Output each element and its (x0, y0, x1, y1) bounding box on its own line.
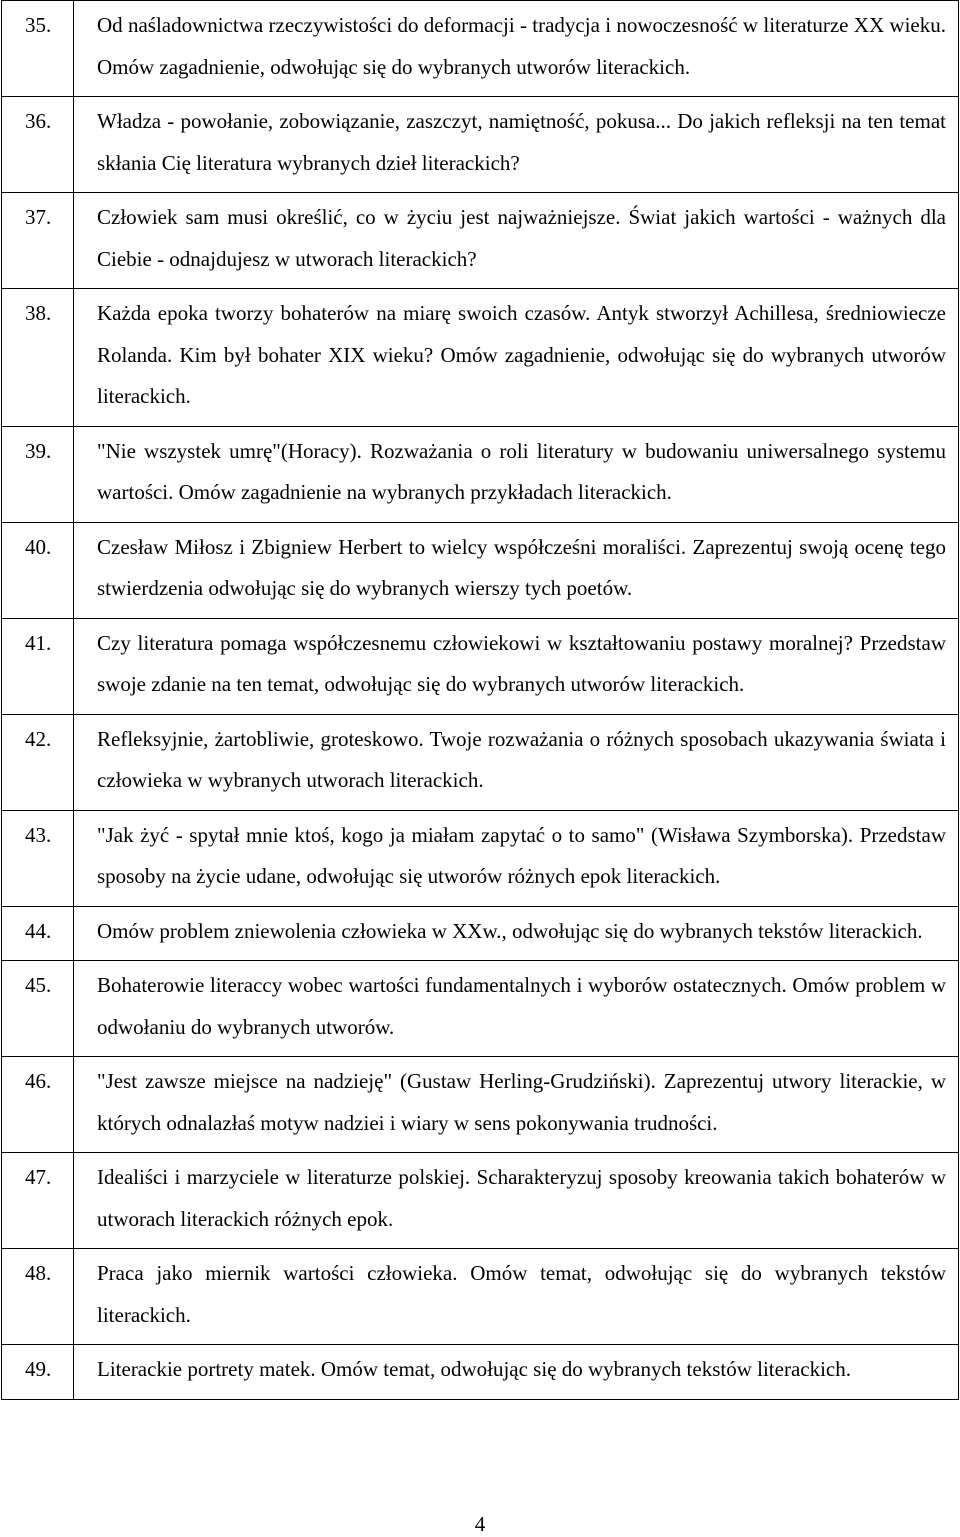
topic-row (2, 193, 959, 289)
topic-row (2, 1153, 959, 1249)
topic-row (2, 426, 959, 522)
topics-table-body (2, 1, 959, 1400)
topic-text: Władza - powołanie, zobowiązanie, zaszczyt, namiętność, pokusa... Do jakich refleksji na ten temat skłania Cię literatura wybranych dzieł literackich? (74, 97, 959, 193)
topic-number: 49. (2, 1345, 74, 1400)
topics-table (1, 0, 959, 1400)
topic-text: Literackie portrety matek. Omów temat, odwołując się do wybranych tekstów literackich. (74, 1345, 959, 1400)
topic-row (2, 906, 959, 961)
topic-number: 35. (2, 1, 74, 97)
topic-row (2, 810, 959, 906)
topic-number: 42. (2, 714, 74, 810)
topic-number: 46. (2, 1057, 74, 1153)
topic-text: "Nie wszystek umrę"(Horacy). Rozważania o roli literatury w budowaniu uniwersalnego systemu wartości. Omów zagadnienie na wybranych przykładach literackich. (74, 426, 959, 522)
topic-text: Czesław Miłosz i Zbigniew Herbert to wielcy współcześni moraliści. Zaprezentuj swoją ocenę tego stwierdzenia odwołując się do wybranych wierszy tych poetów. (74, 522, 959, 618)
page-number: 4 (474, 1512, 486, 1536)
topic-text: "Jest zawsze miejsce na nadzieję" (Gustaw Herling-Grudziński). Zaprezentuj utwory literackie, w których odnalazłaś motyw nadziei i wiary w sens pokonywania trudności. (74, 1057, 959, 1153)
topic-row (2, 522, 959, 618)
topic-text: Człowiek sam musi określić, co w życiu jest najważniejsze. Świat jakich wartości - ważnych dla Ciebie - odnajdujesz w utworach literackich? (74, 193, 959, 289)
topic-text: Czy literatura pomaga współczesnemu człowiekowi w kształtowaniu postawy moralnej? Przedstaw swoje zdanie na ten temat, odwołując się do wybranych utworów literackich. (74, 618, 959, 714)
topic-row (2, 618, 959, 714)
topic-number: 41. (2, 618, 74, 714)
topic-number: 44. (2, 906, 74, 961)
topic-row (2, 714, 959, 810)
topic-row (2, 1249, 959, 1345)
topic-number: 47. (2, 1153, 74, 1249)
topic-row (2, 97, 959, 193)
topic-row (2, 289, 959, 427)
topic-number: 38. (2, 289, 74, 427)
topic-text: Od naśladownictwa rzeczywistości do deformacji - tradycja i nowoczesność w literaturze XX wieku. Omów zagadnienie, odwołując się do wybranych utworów literackich. (74, 1, 959, 97)
topic-text: Każda epoka tworzy bohaterów na miarę swoich czasów. Antyk stworzył Achillesa, średniowiecze Rolanda. Kim był bohater XIX wieku? Omów zagadnienie, odwołując się do wybranych utworów literackich. (74, 289, 959, 427)
topic-text: Idealiści i marzyciele w literaturze polskiej. Scharakteryzuj sposoby kreowania takich bohaterów w utworach literackich różnych epok. (74, 1153, 959, 1249)
topic-number: 40. (2, 522, 74, 618)
topic-text: Bohaterowie literaccy wobec wartości fundamentalnych i wyborów ostatecznych. Omów problem w odwołaniu do wybranych utworów. (74, 961, 959, 1057)
topic-text: "Jak żyć - spytał mnie ktoś, kogo ja miałam zapytać o to samo" (Wisława Szymborska). Przedstaw sposoby na życie udane, odwołując się utworów różnych epok literackich. (74, 810, 959, 906)
topic-number: 45. (2, 961, 74, 1057)
topic-number: 43. (2, 810, 74, 906)
topic-row (2, 1057, 959, 1153)
topic-row (2, 1345, 959, 1400)
topic-text: Refleksyjnie, żartobliwie, groteskowo. Twoje rozważania o różnych sposobach ukazywania świata i człowieka w wybranych utworach literackich. (74, 714, 959, 810)
topic-text: Omów problem zniewolenia człowieka w XXw., odwołując się do wybranych tekstów literackich. (74, 906, 959, 961)
topic-row (2, 961, 959, 1057)
topic-number: 48. (2, 1249, 74, 1345)
topic-text: Praca jako miernik wartości człowieka. Omów temat, odwołując się do wybranych tekstów literackich. (74, 1249, 959, 1345)
topic-number: 39. (2, 426, 74, 522)
topic-number: 37. (2, 193, 74, 289)
topic-number: 36. (2, 97, 74, 193)
topic-row (2, 1, 959, 97)
